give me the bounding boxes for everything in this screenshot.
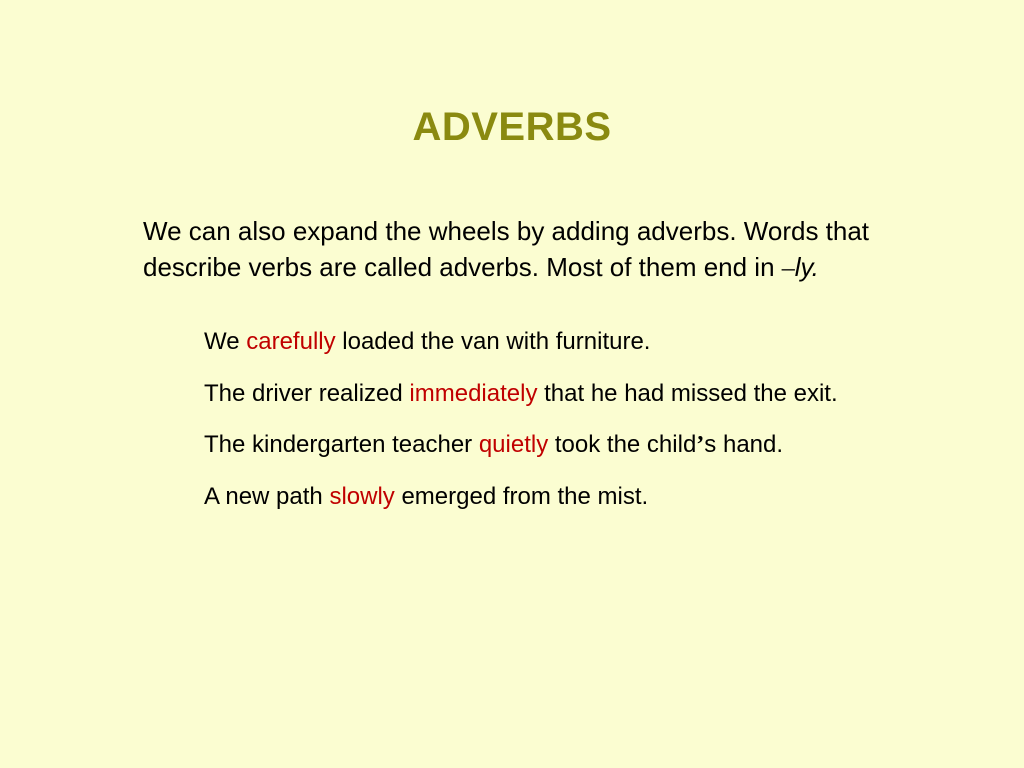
example-sentence xyxy=(204,427,1004,463)
intro-line-2: describe verbs are called adverbs. Most of them end in xyxy=(143,252,782,282)
sentence-text-after: took the child xyxy=(548,431,697,458)
sentence-text-before: We xyxy=(204,328,247,355)
adverb-highlight: quietly xyxy=(478,431,549,458)
adverb-highlight: carefully xyxy=(246,328,336,355)
example-sentence xyxy=(204,376,1004,412)
intro-paragraph xyxy=(143,213,973,286)
example-sentences xyxy=(204,324,1004,530)
sentence-text-end: s hand. xyxy=(704,431,784,458)
intro-suffix-text: ly. xyxy=(794,252,819,282)
sentence-text-before: A new path xyxy=(204,482,330,510)
sentence-text-after: that he had missed the exit. xyxy=(537,379,838,407)
intro-suffix-dash: – xyxy=(781,253,795,282)
example-sentence xyxy=(204,479,1004,515)
sentence-text-before: The kindergarten teacher xyxy=(204,431,479,458)
adverb-highlight: slowly xyxy=(329,482,395,510)
sentence-text-after: emerged from the mist. xyxy=(394,482,649,510)
slide-title: ADVERBS xyxy=(412,105,612,149)
intro-line-1: We can also expand the wheels by adding adverbs. Words that xyxy=(143,216,870,246)
intro-suffix xyxy=(782,252,819,282)
sentence-text-before: The driver realized xyxy=(204,379,410,407)
apostrophe: ’ xyxy=(696,432,705,458)
adverb-highlight: immediately xyxy=(409,379,538,407)
sentence-text-after: loaded the van with furniture. xyxy=(335,328,651,355)
example-sentence xyxy=(204,324,1004,360)
